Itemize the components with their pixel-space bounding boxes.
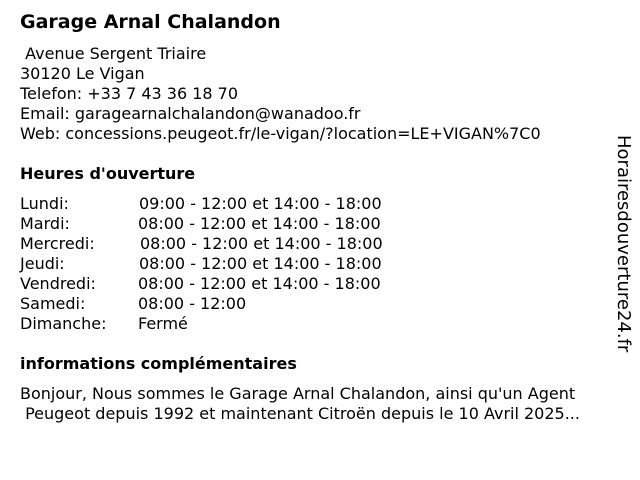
day-label: Lundi: [20,194,69,213]
hours-row-samedi [20,294,440,314]
time-range: 08:00 - 12:00 et 14:00 - 18:00 [140,234,383,253]
email-line: Email: garagearnalchalandon@wanadoo.fr [20,104,361,123]
web-line: Web: concessions.peugeot.fr/le-vigan/?location=LE+VIGAN%7C0 [20,124,541,143]
hours-row-dimanche [20,314,440,334]
hours-row-mercredi [20,234,440,254]
day-label: Jeudi: [20,254,65,273]
description-line: Bonjour, Nous sommes le Garage Arnal Chalandon, ainsi qu'un Agent [20,384,576,403]
address-street: Avenue Sergent Triaire [20,44,207,63]
description-line: Peugeot depuis 1992 et maintenant Citroën depuis le 10 Avril 2025... [20,404,580,423]
time-range: 08:00 - 12:00 et 14:00 - 18:00 [138,214,381,233]
time-range: 08:00 - 12:00 [138,294,247,313]
hours-row-lundi [20,194,440,214]
day-label: Dimanche: [20,314,107,333]
business-name: Garage Arnal Chalandon [20,11,281,33]
day-label: Samedi: [20,294,86,313]
contact-block [20,44,541,144]
address-city: 30120 Le Vigan [20,64,145,83]
time-range: 08:00 - 12:00 et 14:00 - 18:00 [139,254,382,273]
description-text [20,384,580,424]
hours-row-jeudi [20,254,440,274]
hours-list [20,194,440,334]
hours-row-mardi [20,214,440,234]
day-label: Mercredi: [20,234,95,253]
site-watermark: Horairesdouverture24.fr [613,135,634,353]
hours-heading: Heures d'ouverture [20,164,196,183]
phone-line: Telefon: +33 7 43 36 18 70 [20,84,239,103]
day-label: Vendredi: [20,274,96,293]
time-range: 09:00 - 12:00 et 14:00 - 18:00 [139,194,382,213]
time-range: 08:00 - 12:00 et 14:00 - 18:00 [138,274,381,293]
day-label: Mardi: [20,214,70,233]
hours-row-vendredi [20,274,440,294]
time-range: Fermé [138,314,188,333]
info-heading: informations complémentaires [20,354,297,373]
